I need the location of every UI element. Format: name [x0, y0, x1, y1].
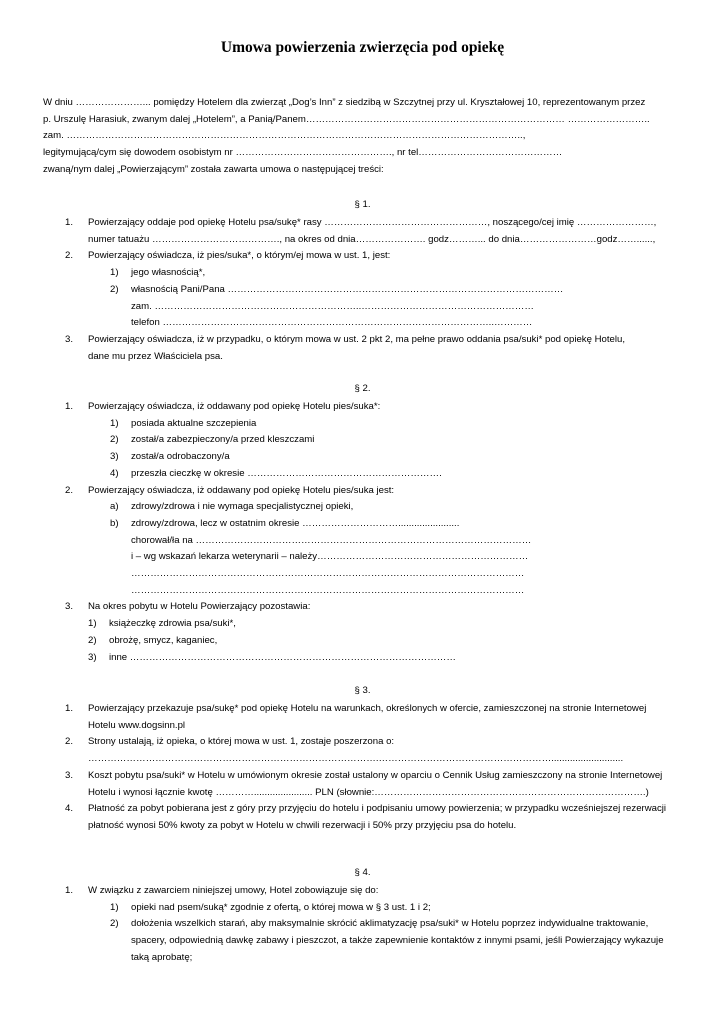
item-text: płatność wynosi 50% kwoty za pobyt w Hotelu w chwili rezerwacji i 50% przy przyjęciu psa do hotelu.	[88, 819, 517, 831]
item-text: i – wg wskazań lekarza weterynarii – należy…………………………………………………………	[131, 551, 529, 563]
item-text: numer tatuażu …………………………………., na okres od dnia…………………. godz………... do dnia……………………godz……......,	[88, 233, 656, 245]
item-number: 1)	[88, 618, 97, 630]
section-heading: § 2.	[354, 383, 371, 394]
intro-line: zwaną/nym dalej „Powierzającym” została zawarta umowa o następującej treści:	[43, 163, 384, 175]
item-text: Powierzający oddaje pod opiekę Hotelu psa/sukę* rasy ……………………………………………, noszącego/cej imię ……………………,	[88, 217, 657, 228]
item-number: 3)	[88, 651, 97, 663]
item-number: 2)	[110, 283, 119, 295]
item-text: opieki nad psem/suką* zgodnie z ofertą, o której mowa w § 3 ust. 1 i 2;	[131, 901, 431, 913]
item-text: telefon …………………………………………………………………………………………..…………	[131, 317, 533, 329]
item-number: 4)	[110, 467, 119, 479]
item-number: 3.	[65, 601, 74, 613]
item-number: 1)	[110, 417, 119, 429]
item-text: został/a zabezpieczony/a przed kleszczami	[131, 434, 315, 446]
item-text: W związku z zawarciem niniejszej umowy, Hotel zobowiązuje się do:	[88, 885, 379, 896]
item-text: ……………………………………………………………………………………………………………	[131, 584, 525, 596]
item-number: 3)	[110, 451, 119, 463]
item-text: Koszt pobytu psa/suki* w Hotelu w umówionym okresie został ustalony w oparciu o Cennik Usług zamieszczony na stronie Internetowej	[88, 769, 663, 781]
section-heading: § 1.	[354, 199, 371, 210]
item-text: taką aprobatę;	[131, 951, 193, 963]
item-text: jego własnością*,	[131, 267, 206, 279]
item-text: dołożenia wszelkich starań, aby maksymalnie skrócić aklimatyzację psa/suki* w Hotelu poprzez indywidualne traktowanie,	[131, 918, 649, 930]
item-number: b)	[110, 517, 119, 529]
document-title: Umowa powierzenia zwierzęcia pod opiekę	[220, 39, 505, 56]
item-number: 4.	[65, 803, 74, 815]
item-text: Powierzający przekazuje psa/sukę* pod opiekę Hotelu na warunkach, określonych w ofercie, zamieszczonej na stronie Internetowej	[88, 703, 647, 714]
item-text: spacery, odpowiednią dawkę zabawy i pieszczot, a także zapewnienie kontaktów z innymi psami, jeśli Powierzający wykazuje	[131, 935, 664, 947]
item-number: 2.	[65, 484, 74, 496]
item-text: Powierzający oświadcza, iż w przypadku, o którym mowa w ust. 2 pkt 2, ma pełne prawo oddania psa/suki* pod opiekę Hotelu,	[88, 333, 625, 345]
item-number: 1)	[110, 901, 119, 913]
item-text: zam. ………………………………………………………..………………………………………………	[131, 300, 534, 312]
intro-line: W dniu …………………... pomiędzy Hotelem dla zwierząt „Dog’s Inn” z siedzibą w Szczytnej przy ul. Kryształowej 10, reprezentowanym przez	[43, 97, 646, 108]
item-number: 1.	[65, 217, 74, 228]
item-text: Powierzający oświadcza, iż oddawany pod opiekę Hotelu pies/suka*:	[88, 401, 381, 412]
item-text: własnością Pani/Pana ……………………………………………………………………………………………	[131, 283, 564, 295]
item-number: 2)	[110, 918, 119, 930]
section-heading: § 3.	[354, 685, 371, 696]
item-number: 1.	[65, 401, 74, 412]
item-number: 2.	[65, 250, 74, 262]
item-number: 1.	[65, 703, 74, 714]
item-text: Płatność za pobyt pobierana jest z góry przy przyjęciu do hotelu i podpisaniu umowy powierzenia; w przypadku wcześniejszej rezerwacji	[88, 803, 667, 815]
item-number: 3.	[65, 333, 74, 345]
item-number: 1)	[110, 267, 119, 279]
item-text: obrożę, smycz, kaganiec,	[109, 634, 218, 646]
item-text: Hotelu www.dogsinn.pl	[88, 719, 186, 731]
item-number: 2.	[65, 736, 74, 748]
item-text: ……………………………………………………………………………………………………………	[131, 568, 525, 579]
item-text: zdrowy/zdrowa i nie wymaga specjalistycznej opieki,	[131, 501, 354, 513]
item-text: został/a odrobaczony/a	[131, 451, 230, 463]
item-text: chorował/ła na ……………………………………………………………………………………………	[131, 534, 532, 546]
intro-line: p. Urszulę Harasiuk, zwanym dalej „Hotelem”, a Panią/Panem……………………………………………………………………… ……………………..	[43, 113, 650, 125]
item-text: książeczkę zdrowia psa/suki*,	[109, 618, 236, 630]
item-text: posiada aktualne szczepienia	[131, 417, 257, 429]
intro-line: legitymującą/cym się dowodem osobistym nr …………………………………………., nr tel………………………………………	[43, 147, 563, 159]
item-text: zdrowy/zdrowa, lecz w ostatnim okresie ………………………….......................	[131, 517, 460, 529]
item-number: 2)	[88, 634, 97, 646]
item-number: a)	[110, 501, 119, 513]
item-text: ……………………………………………………………………………….………………………………………………...........................	[88, 753, 624, 765]
item-number: 3.	[65, 769, 74, 781]
section-heading: § 4.	[354, 867, 371, 878]
item-number: 2)	[110, 434, 119, 446]
item-number: 1.	[65, 885, 74, 896]
item-text: dane mu przez Właściciela psa.	[88, 350, 223, 362]
item-text: Powierzający oświadcza, iż pies/suka*, o którym/ej mowa w ust. 1, jest:	[88, 250, 391, 262]
item-text: Powierzający oświadcza, iż oddawany pod opiekę Hotelu pies/suka jest:	[88, 484, 395, 496]
item-text: Hotelu i wynosi łącznie kwotę …………...................... PLN (słownie:………………………………………………………………………….)	[88, 786, 649, 798]
item-text: Strony ustalają, iż opieka, o której mowa w ust. 1, zostaje poszerzona o:	[88, 736, 395, 748]
intro-line: zam. ……………………………………………………………………………………………………………………………..,	[43, 130, 526, 142]
item-text: przeszła cieczkę w okresie …………………………………………………….	[131, 467, 442, 479]
item-text: Na okres pobytu w Hotelu Powierzający pozostawia:	[88, 601, 311, 613]
item-text: inne …………………………………………………………………………………………	[109, 651, 456, 663]
